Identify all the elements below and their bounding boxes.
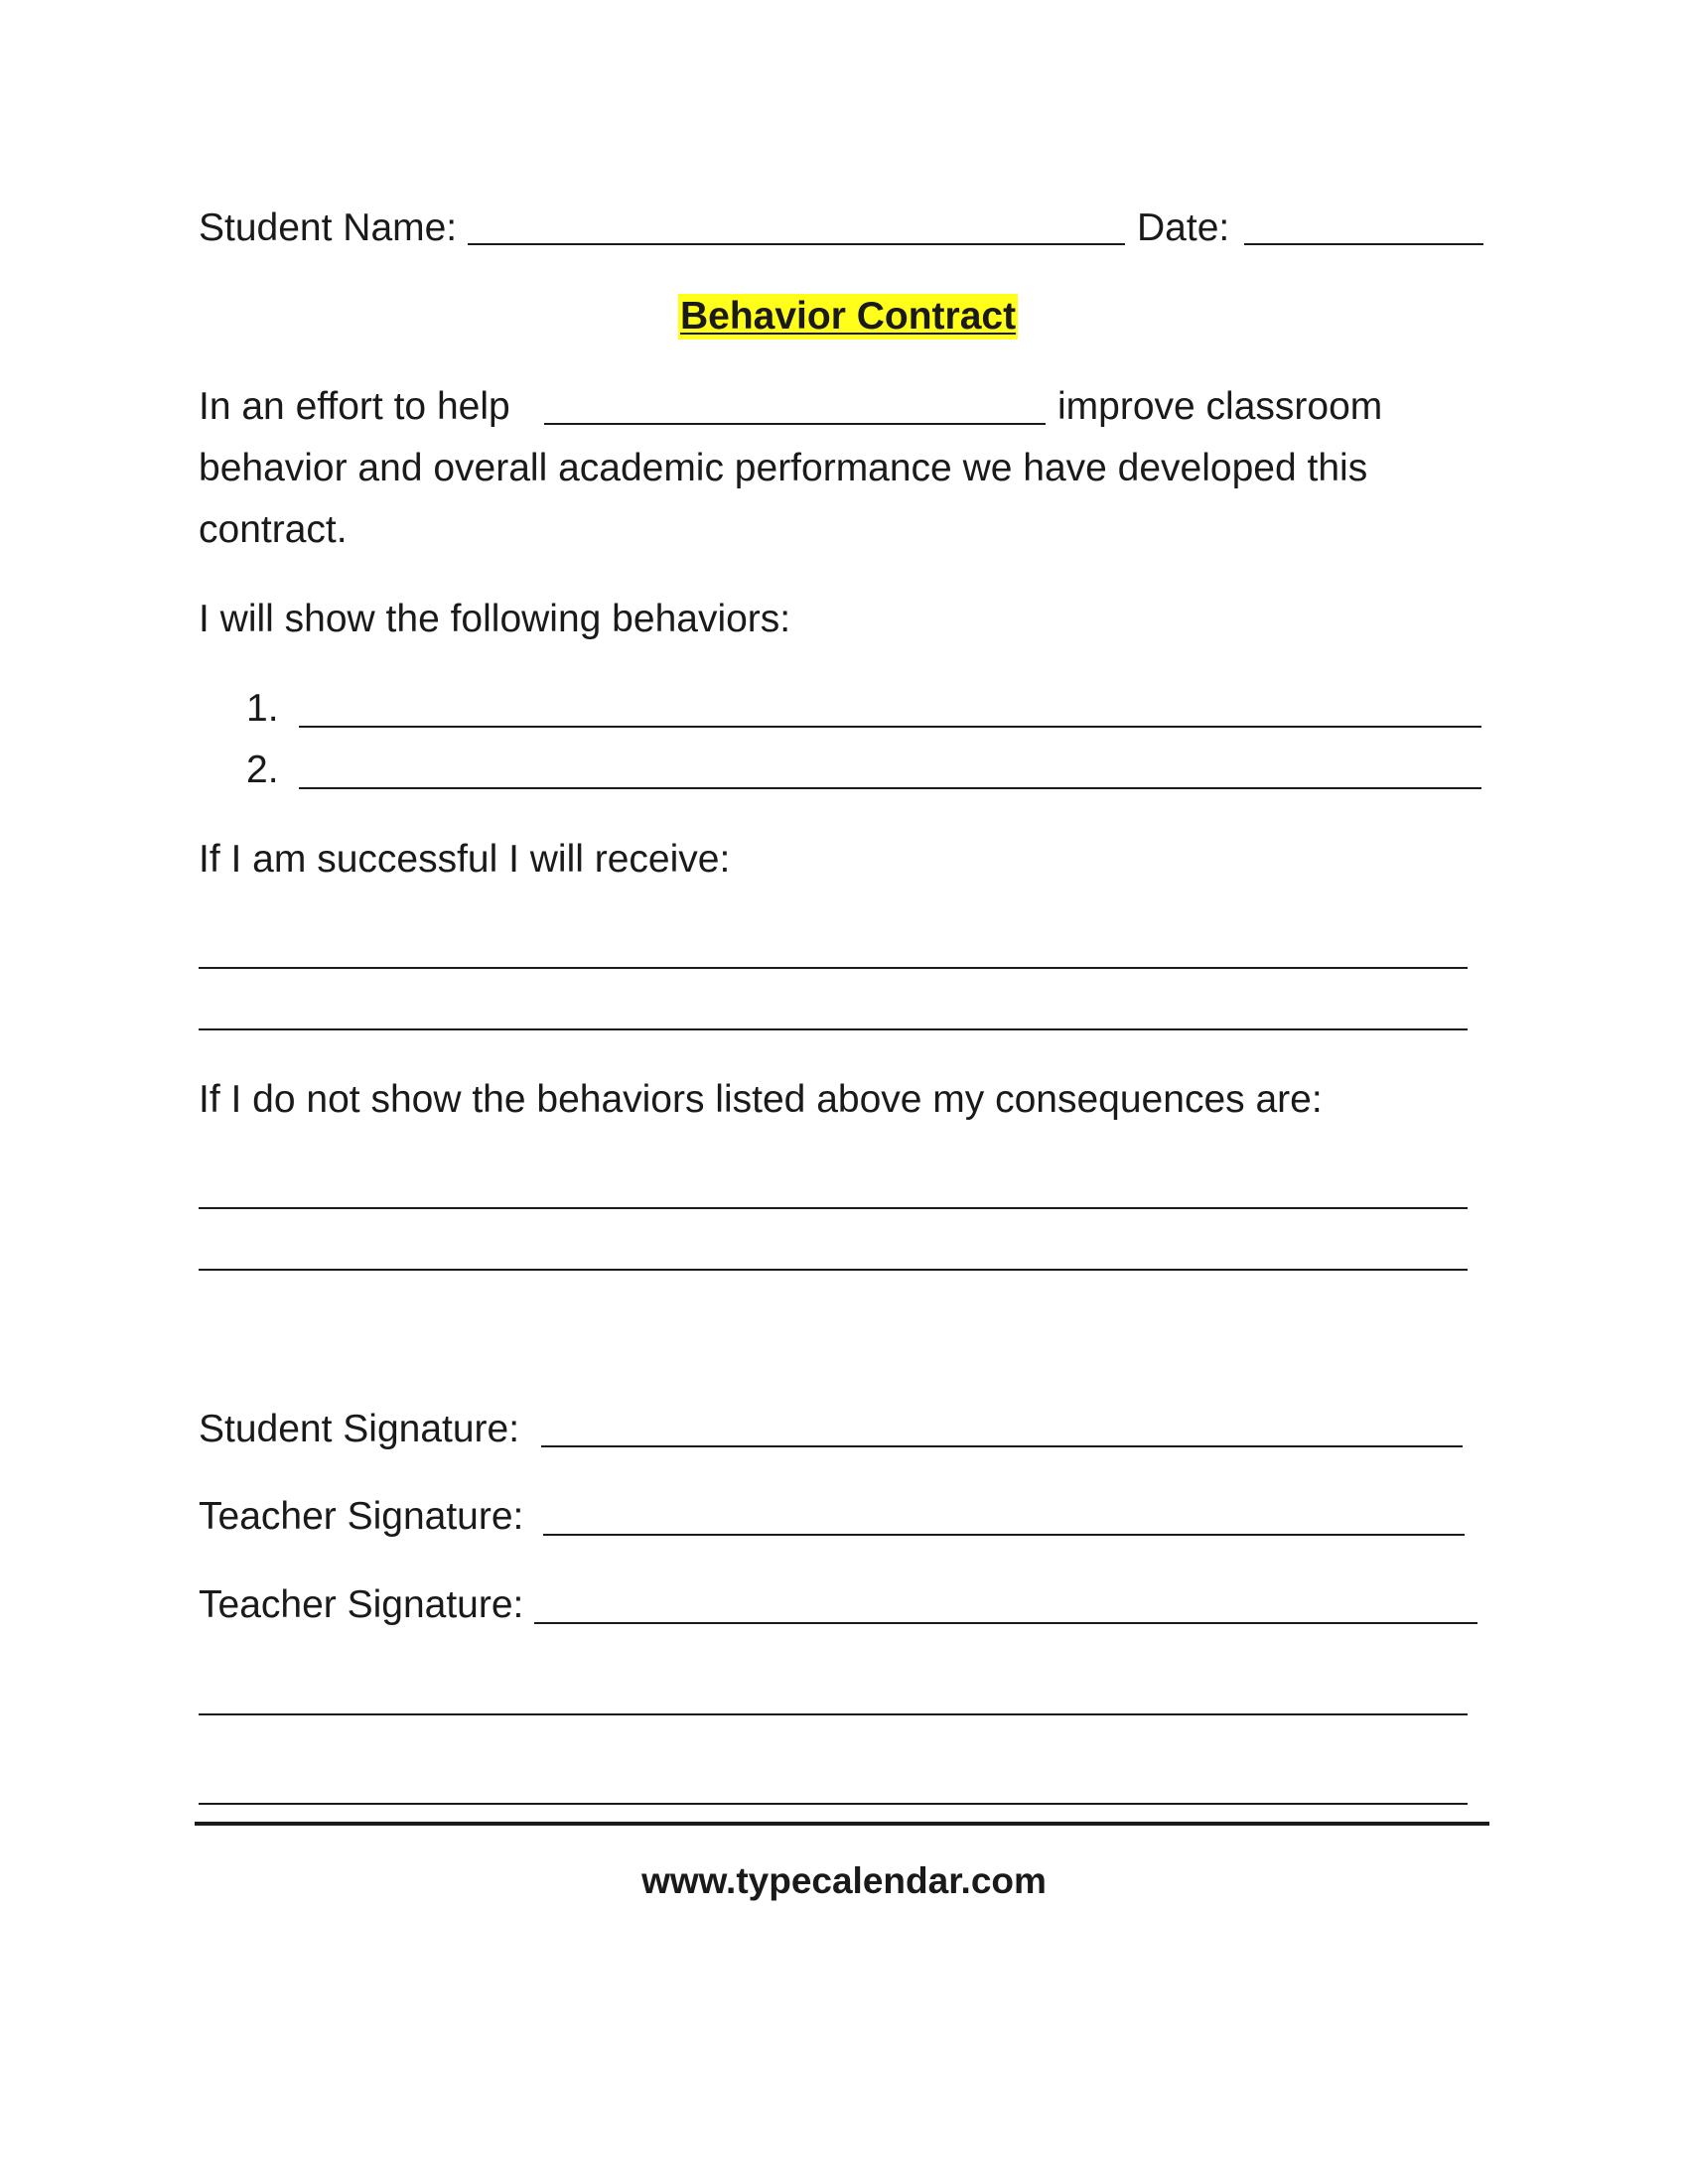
behavior-number-2: 2.: [246, 749, 279, 791]
intro-text-part2: improve classroom: [1057, 385, 1383, 428]
consequences-label: If I do not show the behaviors listed above my consequences are:: [199, 1078, 1323, 1121]
reward-blank-line-2[interactable]: [199, 1028, 1468, 1030]
reward-blank-line-1[interactable]: [199, 967, 1468, 969]
footer-website-url: www.typecalendar.com: [641, 1860, 1047, 1901]
footer-divider: [195, 1822, 1489, 1826]
teacher-signature-label-1: Teacher Signature:: [199, 1495, 524, 1538]
document-title: Behavior Contract: [680, 295, 1017, 338]
student-signature-label: Student Signature:: [199, 1408, 520, 1450]
behaviors-label: I will show the following behaviors:: [199, 598, 791, 640]
behavior-number-1: 1.: [246, 687, 279, 730]
behavior-2-blank-line[interactable]: [299, 787, 1481, 789]
reward-label: If I am successful I will receive:: [199, 838, 731, 881]
student-signature-blank-line[interactable]: [541, 1445, 1463, 1447]
consequence-blank-line-2[interactable]: [199, 1269, 1468, 1271]
intro-text-part1: In an effort to help: [199, 385, 510, 428]
teacher-signature-blank-line-2[interactable]: [534, 1622, 1477, 1624]
intro-text-line3: contract.: [199, 508, 348, 551]
extra-blank-line-2[interactable]: [199, 1803, 1468, 1805]
date-blank-line[interactable]: [1244, 243, 1483, 245]
intro-text-line2: behavior and overall academic performance we have developed this: [199, 447, 1368, 489]
teacher-signature-blank-line-1[interactable]: [543, 1534, 1465, 1536]
student-name-blank-line[interactable]: [468, 243, 1125, 245]
student-name-label: Student Name:: [199, 206, 458, 249]
behavior-1-blank-line[interactable]: [299, 726, 1481, 728]
date-label: Date:: [1137, 206, 1230, 249]
extra-blank-line-1[interactable]: [199, 1713, 1468, 1715]
intro-student-blank-line[interactable]: [544, 423, 1046, 425]
teacher-signature-label-2: Teacher Signature:: [199, 1583, 524, 1626]
consequence-blank-line-1[interactable]: [199, 1207, 1468, 1209]
